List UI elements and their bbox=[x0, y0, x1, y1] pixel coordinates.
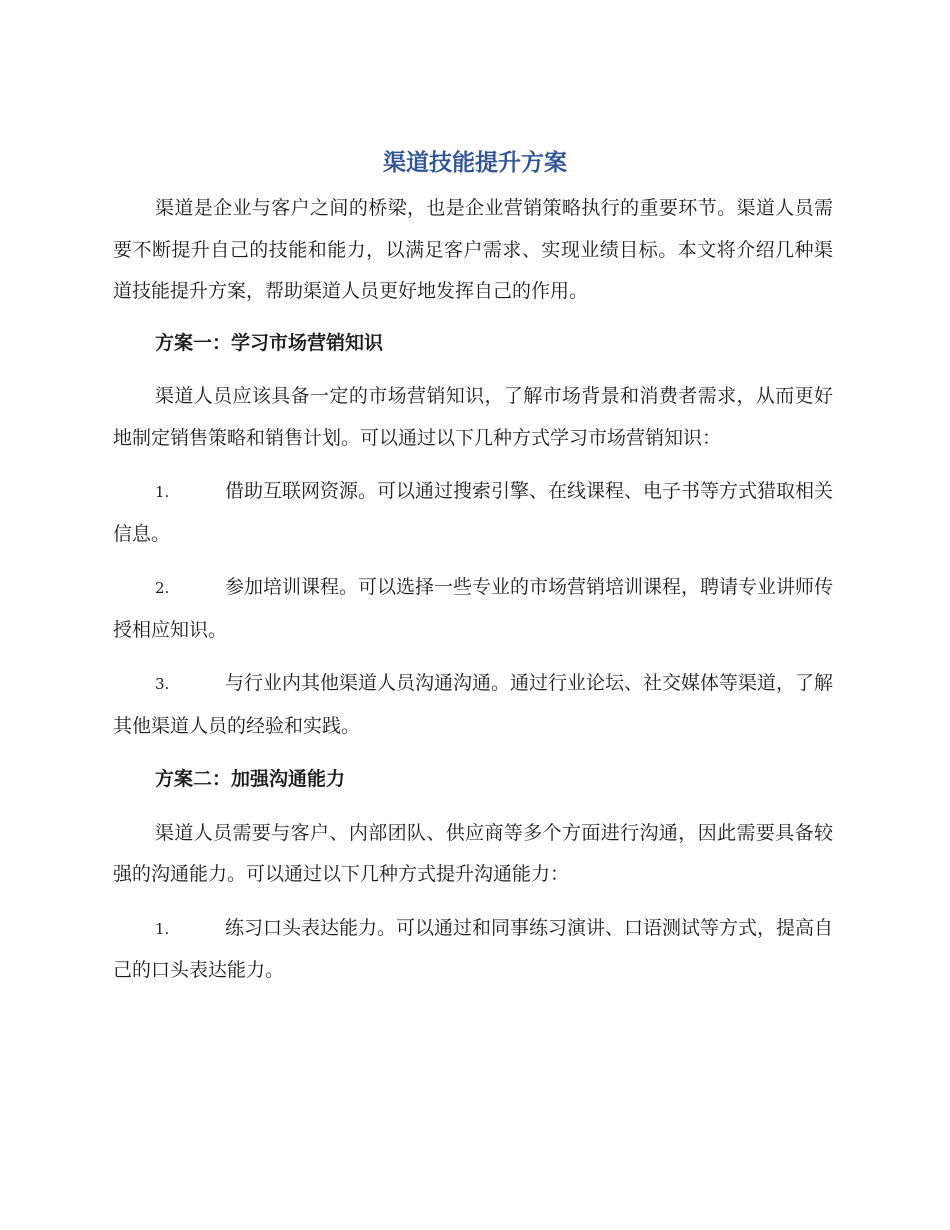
section-body-2: 渠道人员需要与客户、内部团队、供应商等多个方面进行沟通，因此需要具备较强的沟通能力。可以通过以下几种方式提升沟通能力： bbox=[113, 821, 833, 885]
list-item bbox=[113, 567, 833, 651]
list-text: 借助互联网资源。可以通过搜索引擎、在线课程、电子书等方式猎取相关信息。 bbox=[113, 480, 834, 545]
section-heading-2: 方案二：加强沟通能力 bbox=[155, 768, 346, 790]
intro-paragraph: 渠道是企业与客户之间的桥梁，也是企业营销策略执行的重要环节。渠道人员需要不断提升自己的技能和能力，以满足客户需求、实现业绩目标。本文将介绍几种渠道技能提升方案，帮助渠道人员更好地发挥自己的作用。 bbox=[113, 197, 833, 302]
list-number: 1. bbox=[155, 919, 170, 938]
list-text: 练习口头表达能力。可以通过和同事练习演讲、口语测试等方式，提高自己的口头表达能力。 bbox=[113, 916, 834, 981]
list-number: 2. bbox=[155, 579, 170, 597]
section-body-1: 渠道人员应该具备一定的市场营销知识，了解市场背景和消费者需求，从而更好地制定销售策略和销售计划。可以通过以下几种方式学习市场营销知识： bbox=[113, 385, 833, 449]
list-item bbox=[113, 471, 833, 555]
list-item bbox=[113, 663, 833, 747]
list-item bbox=[113, 908, 833, 992]
document-body bbox=[113, 188, 833, 992]
page-title: 渠道技能提升方案 bbox=[383, 150, 567, 176]
list-text: 参加培训课程。可以选择一些专业的市场营销培训课程，聘请专业讲师传授相应知识。 bbox=[113, 576, 834, 641]
list-number: 3. bbox=[155, 675, 170, 693]
list-text: 与行业内其他渠道人员沟通沟通。通过行业论坛、社交媒体等渠道，了解其他渠道人员的经验和实践。 bbox=[113, 672, 834, 737]
section-heading-1: 方案一：学习市场营销知识 bbox=[155, 331, 384, 354]
list-number: 1. bbox=[155, 483, 170, 501]
